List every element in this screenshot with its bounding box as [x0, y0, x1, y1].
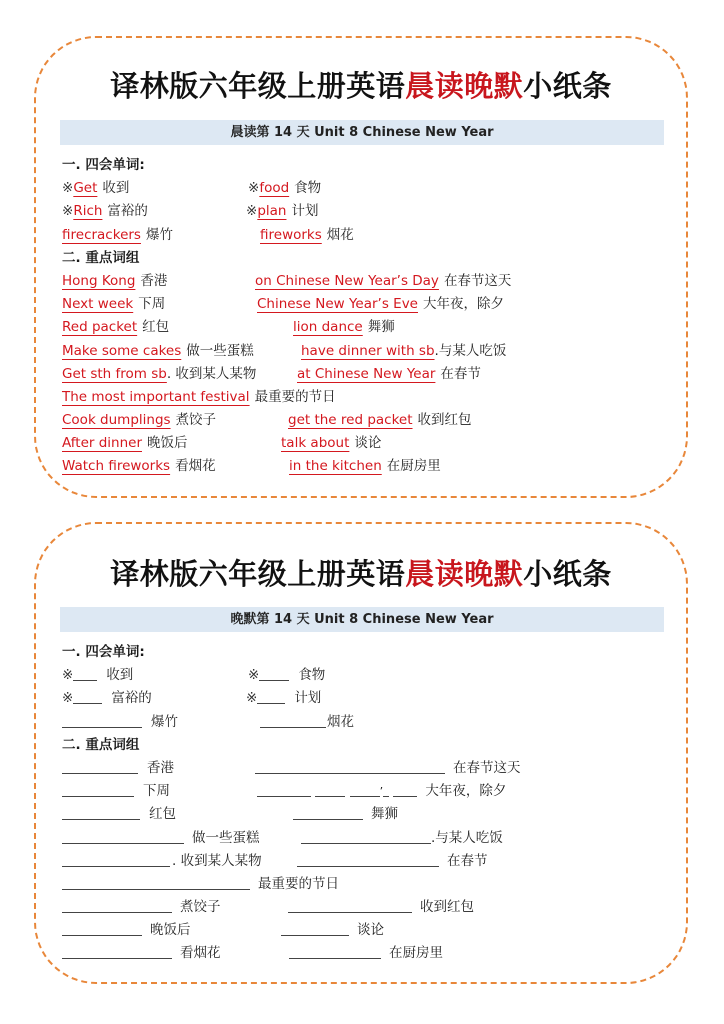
- reference-mark: ※: [248, 180, 260, 197]
- phrase-zh: 大年夜，除夕: [423, 296, 504, 313]
- phrase-en: Cook dumplings: [62, 412, 171, 429]
- phrase-zh: 香港: [140, 272, 168, 289]
- day-unit-banner: 晨读第 14 天 Unit 8 Chinese New Year: [60, 120, 664, 145]
- answer-blank[interactable]: [257, 782, 311, 797]
- answer-blank[interactable]: [289, 944, 381, 959]
- word-row: [62, 200, 666, 223]
- reference-mark: ※: [62, 203, 74, 220]
- answer-blank[interactable]: [383, 782, 389, 797]
- title-suffix: 小纸条: [523, 557, 612, 591]
- phrase-en: have dinner with sb: [301, 342, 435, 359]
- word-zh: 食物: [298, 667, 326, 684]
- phrase-zh: 煮饺子: [180, 899, 221, 916]
- phrase-en: Chinese New Year’s Eve: [257, 296, 418, 313]
- word-zh: 烟花: [326, 226, 354, 243]
- answer-blank[interactable]: [260, 713, 326, 728]
- word-en: Rich: [73, 203, 103, 220]
- phrase-zh: 在春节这天: [443, 272, 512, 289]
- phrase-row: [62, 896, 666, 919]
- answer-blank[interactable]: [62, 805, 140, 820]
- phrase-row: [62, 316, 666, 339]
- section-heading-phrases: 二. 重点词组: [62, 249, 140, 266]
- morning-content: [62, 154, 666, 479]
- section-heading-words: 一. 四会单词:: [62, 157, 145, 173]
- word-en: food: [259, 180, 290, 197]
- phrase-zh: 下周: [143, 783, 170, 800]
- reference-mark: ※: [62, 690, 74, 707]
- answer-blank[interactable]: [255, 759, 445, 774]
- phrase-en: talk about: [281, 435, 350, 452]
- phrase-zh: 收到红包: [420, 899, 474, 916]
- phrase-zh: 红包: [142, 319, 170, 336]
- phrase-row: 下周 ’ 大年夜，除夕: [62, 780, 666, 803]
- phrase-zh: 在厨房里: [389, 945, 443, 962]
- answer-blank[interactable]: [62, 921, 142, 936]
- answer-blank[interactable]: [62, 898, 172, 913]
- phrase-row: [62, 432, 666, 455]
- answer-blank[interactable]: [62, 944, 172, 959]
- phrase-en: Make some cakes: [62, 342, 182, 359]
- word-zh: 富裕的: [107, 203, 148, 220]
- word-zh: 爆竹: [151, 713, 178, 730]
- word-row: [62, 664, 666, 687]
- title-prefix: 译林版六年级上册英语: [110, 557, 406, 591]
- answer-blank[interactable]: [281, 921, 349, 936]
- phrase-zh: 做一些蛋糕: [186, 342, 254, 359]
- phrase-zh: 谈论: [357, 922, 384, 939]
- phrase-en: Hong Kong: [62, 272, 136, 289]
- word-zh: 烟花: [327, 713, 354, 730]
- word-en: plan: [257, 203, 287, 220]
- phrase-row: [62, 386, 666, 409]
- word-row: [62, 711, 666, 734]
- word-row: [62, 177, 666, 200]
- section-heading-words: 一. 四会单词:: [62, 644, 145, 660]
- phrase-row: [62, 409, 666, 432]
- answer-blank[interactable]: [62, 759, 138, 774]
- word-zh: 计划: [294, 690, 322, 707]
- word-zh: 收到: [106, 667, 134, 684]
- phrase-zh: 在春节: [447, 852, 488, 869]
- phrase-zh: 在春节: [440, 365, 481, 382]
- answer-blank[interactable]: [293, 805, 363, 820]
- answer-blank[interactable]: [62, 875, 250, 890]
- phrase-zh: 煮饺子: [175, 412, 217, 429]
- phrase-en: Watch fireworks: [62, 458, 171, 475]
- word-en: firecrackers: [62, 226, 141, 243]
- answer-blank[interactable]: [257, 689, 285, 704]
- title-suffix: 小纸条: [523, 69, 612, 103]
- reference-mark: ※: [246, 203, 258, 220]
- answer-blank[interactable]: [288, 898, 412, 913]
- phrase-en: in the kitchen: [289, 458, 382, 475]
- answer-blank[interactable]: [62, 782, 134, 797]
- word-zh: 食物: [294, 180, 322, 197]
- phrase-zh: 最重要的节日: [258, 875, 339, 892]
- phrase-zh: 红包: [149, 806, 176, 823]
- word-zh: 爆竹: [145, 226, 173, 243]
- reference-mark: ※: [248, 667, 260, 684]
- phrase-row: [62, 803, 666, 826]
- word-zh: 收到: [102, 180, 130, 197]
- title-highlight: 晨读晚默: [405, 557, 524, 591]
- phrase-zh: 看烟花: [180, 945, 221, 962]
- phrase-en: Red packet: [62, 319, 138, 336]
- phrase-zh: 看烟花: [175, 458, 216, 475]
- phrase-zh: 在春节这天: [453, 759, 521, 776]
- phrase-en: on Chinese New Year’s Day: [255, 272, 439, 289]
- answer-blank[interactable]: [62, 829, 184, 844]
- page-title: [36, 64, 686, 105]
- phrase-row: [62, 455, 666, 478]
- phrase-en: get the red packet: [288, 412, 413, 429]
- evening-content: [62, 641, 666, 966]
- reference-mark: ※: [62, 180, 74, 197]
- phrase-row: [62, 270, 666, 293]
- reference-mark: ※: [246, 690, 258, 707]
- phrase-zh: 在厨房里: [386, 458, 441, 475]
- answer-blank[interactable]: [393, 782, 417, 797]
- day-unit-banner: 晚默第 14 天 Unit 8 Chinese New Year: [60, 607, 664, 632]
- phrase-row: [62, 873, 666, 896]
- phrase-row: [62, 827, 666, 850]
- phrase-zh: 晚饭后: [147, 435, 188, 452]
- word-zh: 富裕的: [111, 690, 152, 707]
- word-en: fireworks: [260, 226, 322, 243]
- phrase-zh: 下周: [138, 296, 166, 313]
- phrase-en: The most important festival: [62, 388, 250, 405]
- phrase-en: Next week: [62, 296, 134, 313]
- page-title: [36, 552, 686, 593]
- phrase-zh: 做一些蛋糕: [192, 829, 260, 846]
- answer-blank[interactable]: [297, 852, 439, 867]
- word-row: [62, 224, 666, 247]
- phrase-row: [62, 757, 666, 780]
- phrase-zh: 最重要的节日: [254, 388, 336, 405]
- phrase-en: at Chinese New Year: [297, 365, 436, 382]
- phrase-zh: 大年夜，除夕: [425, 783, 507, 800]
- phrase-zh: 舞狮: [367, 319, 395, 336]
- phrase-row: [62, 850, 666, 873]
- phrase-zh: 香港: [147, 759, 174, 776]
- phrase-row: [62, 363, 666, 386]
- answer-blank[interactable]: [73, 666, 97, 681]
- phrase-zh: . 收到某人某物: [172, 852, 262, 869]
- phrase-row: [62, 919, 666, 942]
- phrase-zh: .与某人吃饭: [431, 829, 503, 846]
- answer-blank[interactable]: [315, 782, 345, 797]
- phrase-zh: .与某人吃饭: [434, 342, 507, 359]
- answer-blank[interactable]: [73, 689, 102, 704]
- reference-mark: ※: [62, 667, 74, 684]
- word-zh: 计划: [291, 203, 319, 220]
- evening-dictation-card: [34, 522, 688, 984]
- title-prefix: 译林版六年级上册英语: [110, 69, 406, 103]
- phrase-en: After dinner: [62, 435, 142, 452]
- phrase-en: lion dance: [293, 319, 363, 336]
- word-en: Get: [73, 180, 98, 197]
- phrase-zh: 谈论: [354, 435, 382, 452]
- phrase-row: [62, 293, 666, 316]
- answer-blank[interactable]: [62, 713, 142, 728]
- answer-blank[interactable]: [259, 666, 289, 681]
- section-heading-phrases: 二. 重点词组: [62, 736, 140, 753]
- phrase-row: [62, 942, 666, 965]
- word-row: [62, 687, 666, 710]
- title-highlight: 晨读晚默: [405, 69, 524, 103]
- phrase-en: Get sth from sb: [62, 365, 167, 382]
- phrase-zh: 收到红包: [417, 412, 472, 429]
- answer-blank[interactable]: [301, 829, 431, 844]
- phrase-zh: 晚饭后: [150, 922, 191, 939]
- answer-blank[interactable]: [350, 782, 380, 797]
- morning-reading-card: [34, 36, 688, 498]
- answer-blank[interactable]: [62, 852, 170, 867]
- phrase-row: [62, 340, 666, 363]
- phrase-zh: . 收到某人某物: [166, 365, 257, 382]
- phrase-zh: 舞狮: [371, 806, 398, 823]
